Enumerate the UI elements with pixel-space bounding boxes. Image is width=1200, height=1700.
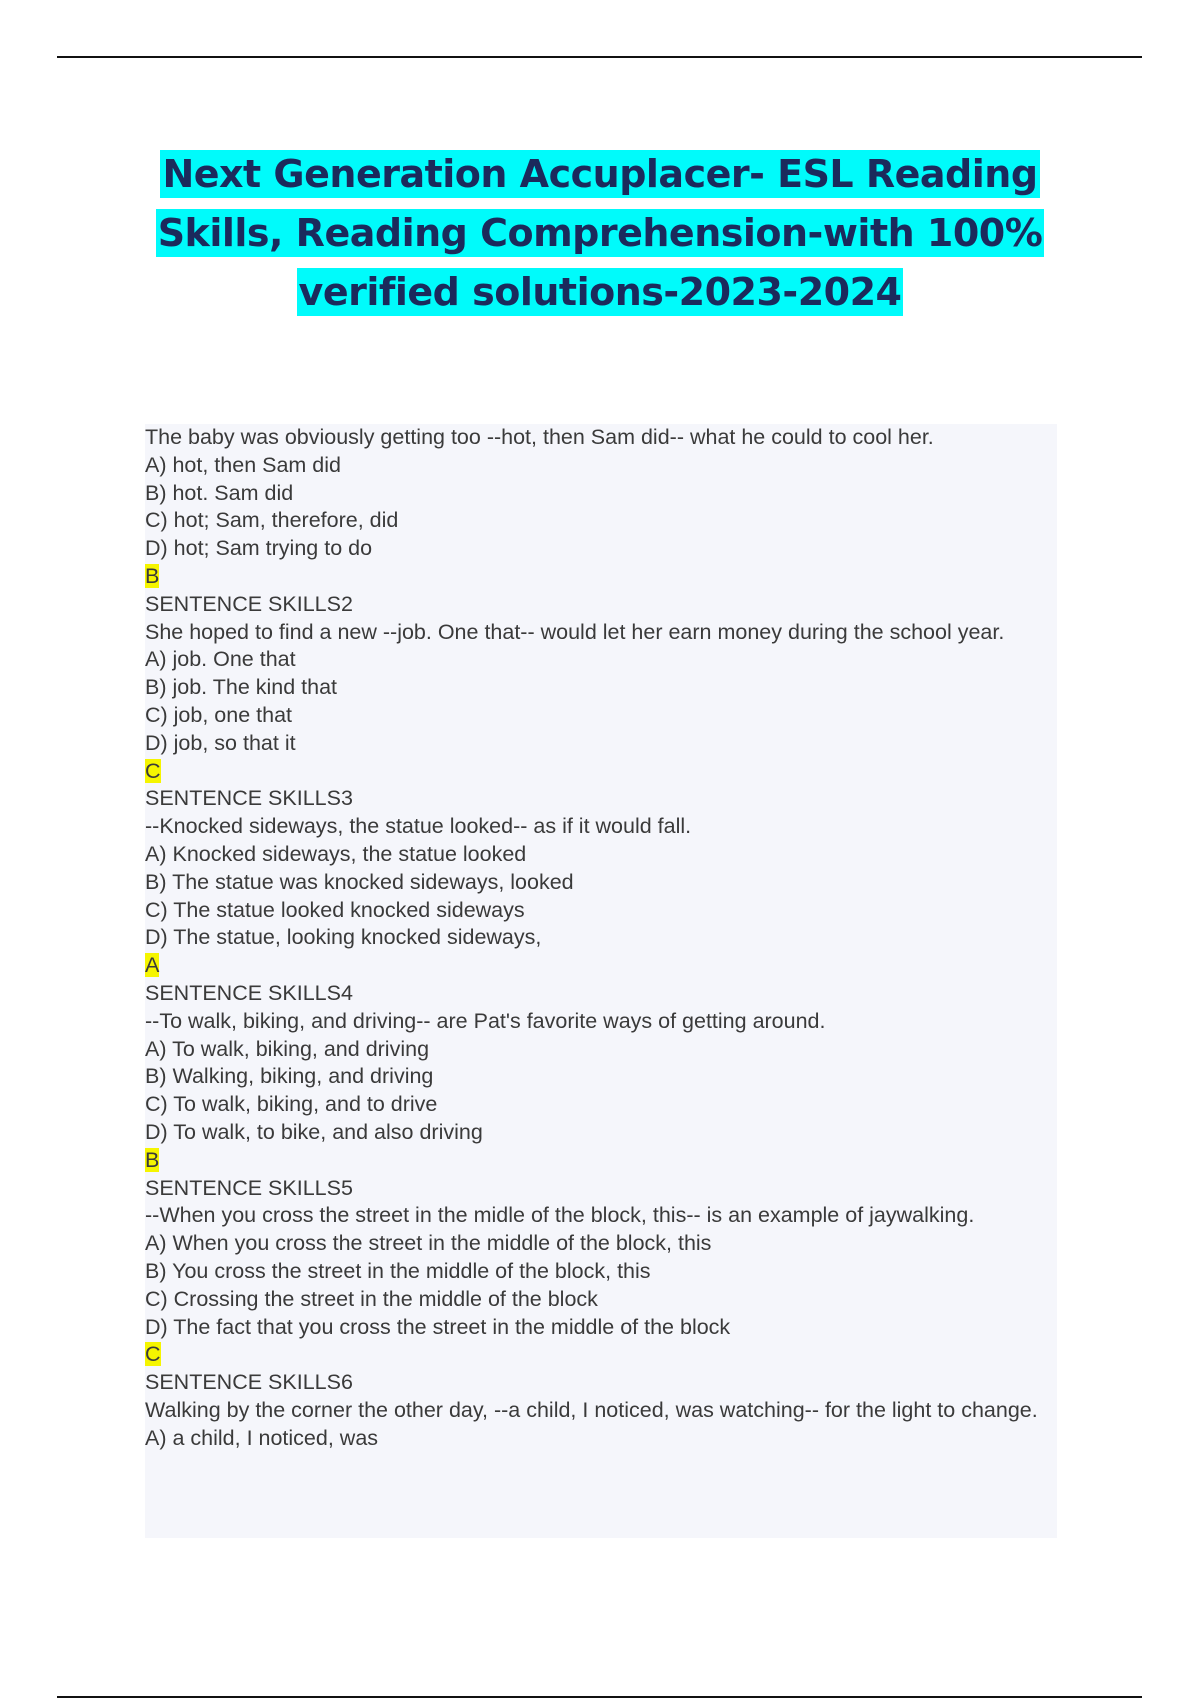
answer-option: C) job, one that: [145, 702, 293, 727]
bottom-rule: [57, 1696, 1142, 1698]
question-text: --To walk, biking, and driving-- are Pat's favorite ways of getting around.: [145, 1008, 826, 1033]
answer-option: A) hot, then Sam did: [145, 452, 341, 477]
correct-answer: [145, 1147, 1057, 1175]
answer-option: A) When you cross the street in the middle of the block, this: [145, 1231, 712, 1256]
answer-highlight: C: [145, 758, 161, 783]
question-text: Walking by the corner the other day, --a child, I noticed, was watching-- for the light to change.: [145, 1397, 1038, 1422]
answer-option: A) Knocked sideways, the statue looked: [145, 841, 527, 866]
answer-option: D) To walk, to bike, and also driving: [145, 1119, 483, 1144]
correct-answer: [145, 1341, 1057, 1369]
question-list: [145, 424, 1057, 1452]
answer-option: C) The statue looked knocked sideways: [145, 897, 525, 922]
question-heading: SENTENCE SKILLS5: [145, 1175, 353, 1200]
answer-option: C) Crossing the street in the middle of the block: [145, 1286, 598, 1311]
answer-option: C) hot; Sam, therefore, did: [145, 508, 399, 533]
question-heading: SENTENCE SKILLS2: [145, 591, 353, 616]
question-text: She hoped to find a new --job. One that-- would let her earn money during the school year.: [145, 619, 1005, 644]
answer-option: B) job. The kind that: [145, 675, 338, 700]
answer-option: D) The statue, looking knocked sideways,: [145, 925, 542, 950]
question-text: --When you cross the street in the midle of the block, this-- is an example of jaywalking.: [145, 1203, 975, 1228]
question-text: The baby was obviously getting too --hot, then Sam did-- what he could to cool her.: [145, 425, 934, 449]
answer-option: A) To walk, biking, and driving: [145, 1036, 430, 1061]
question-heading: SENTENCE SKILLS6: [145, 1370, 353, 1395]
answer-highlight: A: [145, 953, 160, 978]
answer-option: D) The fact that you cross the street in the middle of the block: [145, 1314, 731, 1339]
correct-answer: [145, 952, 1057, 980]
answer-option: A) job. One that: [145, 647, 296, 672]
answer-option: D) job, so that it: [145, 730, 296, 755]
document-title: Next Generation Accuplacer- ESL Reading Skills, Reading Comprehension-with 100% verified solutions-2023-2024: [157, 152, 1043, 314]
answer-option: B) hot. Sam did: [145, 480, 294, 505]
top-rule: [57, 56, 1142, 58]
question-heading: SENTENCE SKILLS4: [145, 980, 353, 1005]
answer-option: B) You cross the street in the middle of the block, this: [145, 1258, 651, 1283]
answer-option: C) To walk, biking, and to drive: [145, 1092, 438, 1117]
answer-option: A) a child, I noticed, was: [145, 1425, 379, 1450]
correct-answer: [145, 563, 1057, 591]
answer-option: D) hot; Sam trying to do: [145, 536, 373, 561]
answer-highlight: C: [145, 1342, 161, 1367]
question-text: --Knocked sideways, the statue looked-- as if it would fall.: [145, 814, 692, 839]
answer-highlight: B: [145, 1147, 160, 1172]
qa-content: [145, 424, 1057, 1538]
answer-option: B) The statue was knocked sideways, looked: [145, 869, 574, 894]
question-heading: SENTENCE SKILLS3: [145, 786, 353, 811]
answer-option: B) Walking, biking, and driving: [145, 1064, 434, 1089]
answer-highlight: B: [145, 563, 160, 588]
correct-answer: [145, 758, 1057, 786]
